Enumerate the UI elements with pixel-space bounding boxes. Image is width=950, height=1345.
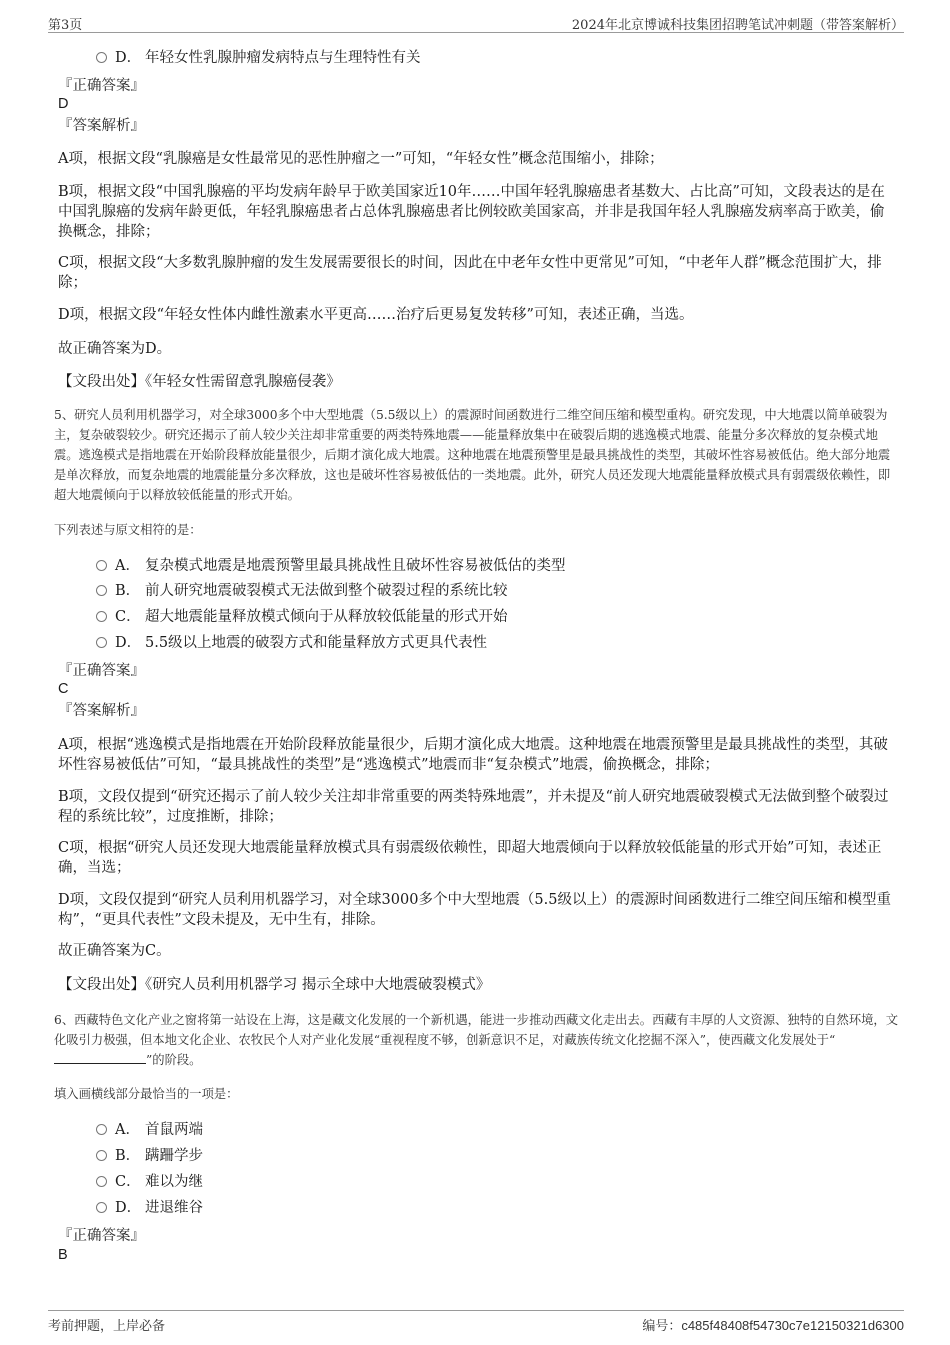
q5-conclusion: 故正确答案为C。 [58,943,171,959]
document-code: 编号：c485f48408f54730c7e12150321d6300 [642,1318,904,1334]
page-footer [48,1310,904,1333]
analysis-label: 『答案解析』 [58,118,145,134]
q6-option-d[interactable]: D． 进退维谷 [96,1198,203,1218]
fill-blank [54,1050,146,1064]
radio-icon[interactable] [96,560,107,571]
q4-analysis-d: D项，根据文段“年轻女性体内雌性激素水平更高……治疗后更易复发转移”可知，表述正确，当选。 [58,307,694,323]
document-title: 2024年北京博诚科技集团招聘笔试冲刺题（带答案解析） [571,18,904,33]
q5-prompt: 下列表述与原文相符的是： [54,523,202,537]
q4-conclusion: 故正确答案为D。 [58,341,172,357]
q5-option-a[interactable]: A． 复杂模式地震是地震预警里最具挑战性且破坏性容易被低估的类型 [96,556,566,576]
analysis-label: 『答案解析』 [58,703,145,719]
q4-option-d[interactable]: D． 年轻女性乳腺肿瘤发病特点与生理特性有关 [96,48,421,68]
q5-analysis-c: C项，根据“研究人员还发现大地震能量释放模式具有弱震级依赖性，即超大地震倾向于以释放较低能量的形式开始”可知，表述正确，当选； [58,840,882,876]
q4-analysis-c: C项，根据文段“大多数乳腺肿瘤的发生发展需要很长的时间，因此在中老年女性中更常见”可知，“中老年人群”概念范围扩大，排除； [58,255,882,291]
q5-analysis-d: D项，文段仅提到“研究人员利用机器学习，对全球3000多个中大型地震（5.5级以上）的震源时间函数进行二维空间压缩和模型重构”，“更具代表性”文段未提及，无中生有，排除。 [58,892,891,928]
radio-icon[interactable] [96,1176,107,1187]
correct-answer-label: 『正确答案』 [58,78,145,94]
q6-option-b[interactable]: B． 蹒跚学步 [96,1146,203,1166]
q5-option-c[interactable]: C． 超大地震能量释放模式倾向于从释放较低能量的形式开始 [96,607,508,627]
footer-slogan: 考前押题，上岸必备 [48,1319,166,1334]
q6-prompt: 填入画横线部分最恰当的一项是： [54,1087,239,1101]
q6-answer: B [58,1247,68,1263]
q4-answer: D [58,96,69,112]
page-number: 第3页 [48,18,83,33]
q5-option-b[interactable]: B． 前人研究地震破裂模式无法做到整个破裂过程的系统比较 [96,581,508,601]
radio-icon[interactable] [96,1124,107,1135]
q4-source: 【文段出处】《年轻女性需留意乳腺癌侵袭》 [58,374,341,390]
q5-source: 【文段出处】《研究人员利用机器学习 揭示全球中大地震破裂模式》 [58,977,491,993]
q5-analysis-a: A项，根据“逃逸模式是指地震在开始阶段释放能量很少，后期才演化成大地震。这种地震在地震预警里是最具挑战性的类型，其破坏性容易被低估”可知，“最具挑战性的类型”是“逃逸模式”地震而非“复杂模式”地震，偷换概念，排除； [58,737,888,773]
q6-stem: 6、西藏特色文化产业之窗将第一站设在上海，这是藏文化发展的一个新机遇，能进一步推动西藏文化走出去。西藏有丰厚的人文资源、独特的自然环境，文化吸引力极强，但本地文化企业、农牧民个人对产业化发展“重视程度不够，创新意识不足，对藏族传统文化挖掘不深入”，使西藏文化发展处于“”的阶段。 [54,1013,899,1067]
q5-stem: 5、研究人员利用机器学习，对全球3000多个中大型地震（5.5级以上）的震源时间函数进行二维空间压缩和模型重构。研究发现，中大地震以简单破裂为主，复杂破裂较少。研究还揭示了前人较少关注却非常重要的两类特殊地震——能量释放集中在破裂后期的逃逸模式地震、能量分多次释放的复杂模式地震。逃逸模式是指地震在开始阶段释放能量很少，后期才演化成大地震。这种地震在地震预警里是最具挑战性的类型，其破坏性容易被低估。绝大部分地震是单次释放，而复杂地震的地震能量分多次释放，这也是破坏性容易被低估的一类地震。此外，研究人员还发现大地震能量释放模式具有弱震级依赖性，即超大地震倾向于以释放较低能量的形式开始。 [54,408,891,502]
q6-option-c[interactable]: C． 难以为继 [96,1172,203,1192]
radio-icon[interactable] [96,52,107,63]
q4-analysis-a: A项，根据文段“乳腺癌是女性最常见的恶性肿瘤之一”可知，“年轻女性”概念范围缩小，排除； [58,151,664,167]
radio-icon[interactable] [96,1150,107,1161]
radio-icon[interactable] [96,1202,107,1213]
radio-icon[interactable] [96,585,107,596]
q6-option-a[interactable]: A． 首鼠两端 [96,1120,203,1140]
correct-answer-label: 『正确答案』 [58,663,145,679]
q5-option-d[interactable]: D． 5.5级以上地震的破裂方式和能量释放方式更具代表性 [96,633,487,653]
q4-analysis-b: B项，根据文段“中国乳腺癌的平均发病年龄早于欧美国家近10年……中国年轻乳腺癌患者基数大、占比高”可知，文段表达的是在中国乳腺癌的发病年龄更低，年轻乳腺癌患者占总体乳腺癌患者比例较欧美国家高，并非是我国年轻人乳腺癌发病率高于欧美，偷换概念，排除； [58,184,885,240]
page-header [48,12,904,33]
radio-icon[interactable] [96,637,107,648]
q5-analysis-b: B项，文段仅提到“研究还揭示了前人较少关注却非常重要的两类特殊地震”，并未提及“前人研究地震破裂模式无法做到整个破裂过程的系统比较”，过度推断，排除； [58,789,889,825]
correct-answer-label: 『正确答案』 [58,1228,145,1244]
radio-icon[interactable] [96,611,107,622]
q5-answer: C [58,681,69,697]
